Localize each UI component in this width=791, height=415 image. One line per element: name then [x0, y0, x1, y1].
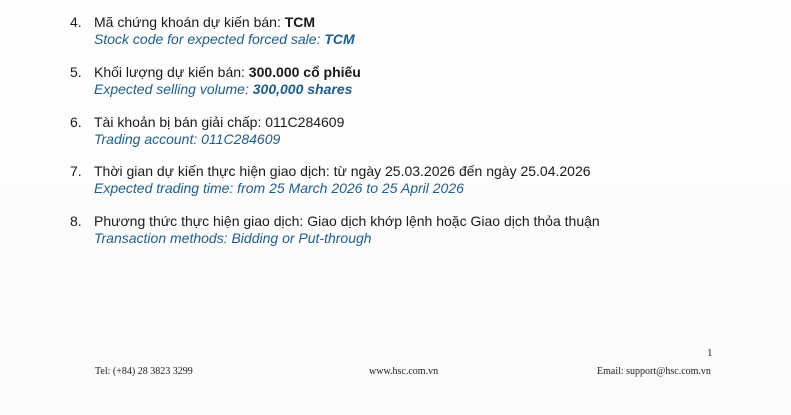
english-line: Trading account: 011C284609 [94, 131, 281, 147]
english-value: 300,000 shares [252, 81, 353, 97]
item-number: 8. [70, 213, 82, 229]
english-line [94, 30, 355, 48]
page-number: 1 [707, 347, 713, 359]
item-number: 4. [70, 14, 82, 30]
english-line: Expected trading time: from 25 March 2026 to 25 April 2026 [94, 180, 464, 196]
vietnamese-label: Mã chứng khoán dự kiến bán: [94, 14, 285, 30]
vietnamese-line: Thời gian dự kiến thực hiện giao dịch: từ ngày 25.03.2026 đến ngày 25.04.2026 [94, 163, 591, 179]
item-number: 5. [70, 64, 82, 80]
english-label: Expected selling volume: [94, 81, 253, 97]
vietnamese-line [94, 63, 361, 81]
vietnamese-label: Khối lượng dự kiến bán: [94, 64, 249, 80]
english-label: Stock code for expected forced sale: [94, 31, 325, 47]
vietnamese-line: Tài khoản bị bán giải chấp: 011C284609 [94, 114, 345, 130]
footer-website: www.hsc.com.vn [369, 366, 439, 377]
footer-email: Email: support@hsc.com.vn [597, 366, 711, 377]
vietnamese-value: 300.000 cổ phiếu [248, 64, 361, 80]
vietnamese-value: TCM [284, 14, 316, 30]
item-number: 7. [70, 163, 82, 179]
english-value: TCM [324, 31, 355, 47]
english-line [94, 80, 352, 98]
footer-phone: Tel: (+84) 28 3823 3299 [95, 366, 193, 377]
english-line: Transaction methods: Bidding or Put-through [94, 230, 372, 246]
vietnamese-line [94, 13, 315, 31]
item-number: 6. [70, 114, 82, 130]
vietnamese-line: Phương thức thực hiện giao dịch: Giao dịch khớp lệnh hoặc Giao dịch thỏa thuận [94, 213, 600, 229]
